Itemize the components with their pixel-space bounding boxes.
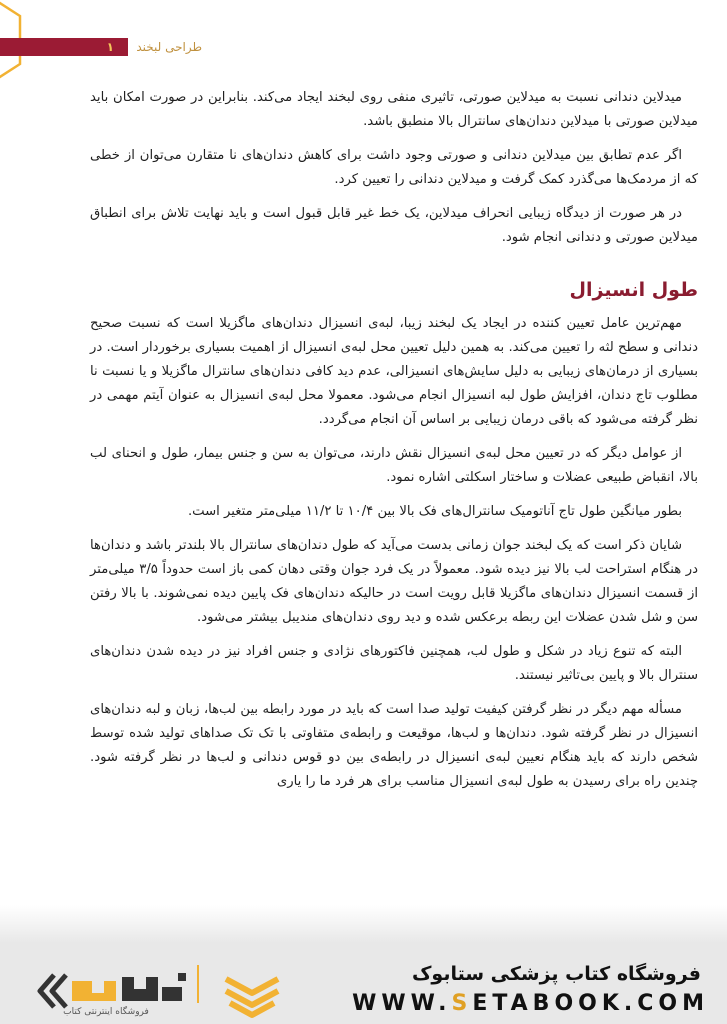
page-content bbox=[90, 86, 698, 804]
chapter-header bbox=[0, 38, 222, 56]
url-accent: S bbox=[451, 991, 473, 1016]
paragraph: میدلاین دندانی نسبت به میدلاین صورتی، تاثیری منفی روی لبخند ایجاد می‌کند. بنابراین در صورت امکان باید میدلاین صورتی با میدلاین دندان‌های سانترال بالا منطبق باشد. bbox=[90, 90, 698, 129]
chapter-number: ۱ bbox=[92, 38, 128, 56]
logo-divider bbox=[197, 965, 199, 1003]
paragraph: بطور میانگین طول تاج آناتومیک سانترال‌های فک بالا بین ۱۰/۴ تا ۱۱/۲ میلی‌متر متغیر است. bbox=[187, 504, 682, 519]
logo-subtitle: فروشگاه اینترنتی کتاب bbox=[63, 1007, 149, 1017]
paragraph: مهم‌ترین عامل تعیین کننده در ایجاد یک لبخند زیبا، لبه‌ی انسیزال دندان‌های ماگزیلا است که نسبت صحیح دندانی و سطح لثه را تعیین می‌کند. به همین دلیل تعیین محل لبه‌ی انسیزال از اهمیت بسیاری برخوردار است. در بسیاری از درمان‌های زیبایی به دلیل سایش‌های انسیزالی، عدم دید کافی دندان‌های سانترال ماگزیلا و یا نسبت نا مطلوب تاج دندان، افزایش طول لبه انسیزال انجام می‌شود. معمولا محل لبه‌ی انسیزال به عنوان آیتم مهمی در نظر گرفته می‌شود که باقی درمان زیبایی بر اساس آن انجام می‌گردد. bbox=[90, 316, 698, 427]
paragraph: مسأله مهم دیگر در نظر گرفتن کیفیت تولید صدا است که باید در مورد رابطه بین لب‌ها، زبان و لبه دندان‌های انسیزال در نظر گرفته شود. دندان‌ها و لب‌ها، موقیعت و رابطه‌ی متفاوتی با تک تک صداهای تولید شده توسط شخص دارند که باید هنگام نعیین لبه‌ی انسیزال در رابطه‌ی بین دو قوس دندانی و لب‌ها در نظر گرفته شود. چندین راه برای رسیدن به طول لبه‌ی انسیزال مناسب برای هر فرد ما را یاری bbox=[90, 702, 698, 789]
url-prefix: WWW. bbox=[352, 991, 452, 1016]
chapter-title: طراحی لبخند bbox=[128, 38, 222, 56]
footer-fade bbox=[0, 905, 727, 943]
store-name: فروشگاه کتاب پزشکی ستابوک bbox=[411, 963, 701, 985]
header-bar bbox=[0, 38, 92, 56]
paragraph: البته که تنوع زیاد در شکل و طول لب، همچنین فاکتورهای نژادی و جنس افراد نیز در دیده شدن دندان‌های سنترال بالا و پایین بی‌تاثیر نیستند. bbox=[90, 644, 698, 683]
paragraph: در هر صورت از دیدگاه زیبایی انحراف میدلاین، یک خط غیر قابل قبول است و باید نهایت تلاش برای انطباق میدلاین صورتی و دندانی انجام شود. bbox=[90, 206, 698, 245]
url-suffix: ETABOOK.COM bbox=[472, 991, 709, 1016]
paragraph: شایان ذکر است که یک لبخند جوان زمانی بدست می‌آید که طول دندان‌های سانترال بالا بلندتر باشد و دندان‌ها در هنگام استراحت لب بالا نیز دیده شود. معمولاً در یک فرد جوان وقتی دهان کمی باز است حدوداً ۳/۵ میلی‌متر از قسمت انسیزال دندان‌های ماگزیلا قابل رویت است در حالیکه دندان‌های فک پایین دیده نمی‌شوند. با بالا رفتن سن و شل شدن عضلات این ربطه برعکس شده و دید روی دندان‌های مندیبل بیشتر می‌شود. bbox=[90, 538, 698, 625]
footer bbox=[0, 943, 727, 1024]
paragraph: اگر عدم تطابق بین میدلاین دندانی و صورتی وجود داشت برای کاهش دندان‌های نا متقارن می‌توان از خطی که از مردمک‌ها می‌گذرد کمک گرفت و میدلاین دندانی را تعیین کرد. bbox=[90, 148, 698, 187]
store-url-link[interactable] bbox=[352, 991, 709, 1016]
paragraph: از عوامل دیگر که در تعیین محل لبه‌ی انسیزال نقش دارند، می‌توان به سن و جنس بیمار، طول و انحنای لب بالا، انقباض طبیعی عضلات و ساختار اسکلتی اشاره نمود. bbox=[90, 446, 698, 485]
section-heading: طول انسیزال bbox=[569, 279, 698, 301]
